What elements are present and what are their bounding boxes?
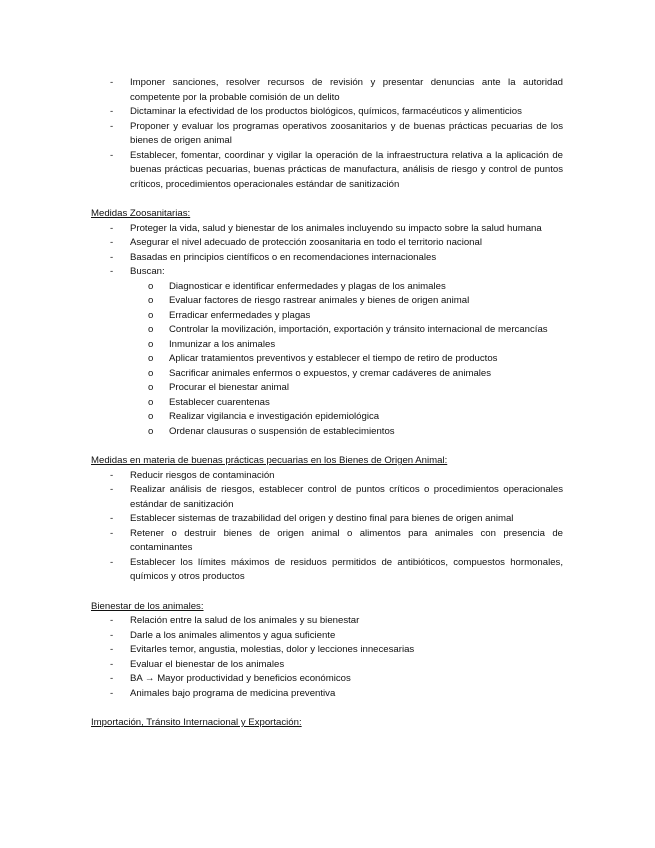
circle-bullet: o: [148, 382, 154, 393]
list-item: - Establecer los límites máximos de residuos permitidos de antibióticos, compuestos hormonales, químicos y otros productos: [110, 556, 563, 582]
buenas-practicas-list: [0, 469, 655, 585]
dash-bullet: -: [110, 513, 114, 524]
list-item: - Establecer, fomentar, coordinar y vigilar la operación de la infraestructura relativa a la aplicación de buenas prácticas pecuarias, buenas prácticas de manufactura, análisis de riesgo y control de puntos críticos, procedimientos operacionales estándar de sanitización: [110, 149, 563, 190]
circle-bullet: o: [148, 411, 154, 422]
list-item: - Reducir riesgos de contaminación: [0, 469, 655, 484]
list-item: - Animales bajo programa de medicina preventiva: [0, 687, 655, 702]
sublist-item: o Controlar la movilización, importación, exportación y tránsito internacional de mercancías: [0, 323, 655, 338]
dash-bullet: -: [110, 556, 114, 568]
heading-buenas-practicas: Medidas en materia de buenas prácticas pecuarias en los Bienes de Origen Animal:: [91, 455, 448, 466]
dash-bullet: -: [110, 120, 114, 132]
circle-bullet: o: [148, 396, 154, 408]
sublist-item: o Erradicar enfermedades y plagas: [0, 309, 655, 324]
dash-bullet: -: [110, 527, 114, 539]
dash-bullet: -: [110, 615, 114, 626]
document-body: [0, 76, 655, 731]
list-item: - Relación entre la salud de los animales y su bienestar: [0, 614, 655, 629]
dash-bullet: -: [110, 266, 114, 277]
list-item: - BA → Mayor productividad y beneficios económicos: [0, 672, 655, 687]
heading-importacion: Importación, Tránsito Internacional y Exportación:: [91, 717, 302, 728]
heading-zoosanitarias: Medidas Zoosanitarias:: [91, 208, 191, 219]
dash-bullet: -: [110, 149, 114, 161]
sublist-item: o Sacrificar animales enfermos o expuestos, y cremar cadáveres de animales: [0, 367, 655, 382]
list-item: - Retener o destruir bienes de origen animal o alimentos para animales con presencia de contaminantes: [110, 527, 563, 553]
list-item: - Evaluar el bienestar de los animales: [0, 658, 655, 673]
circle-bullet: o: [148, 309, 154, 321]
circle-bullet: o: [148, 367, 154, 379]
circle-bullet: o: [148, 280, 154, 292]
dash-bullet: -: [110, 237, 114, 248]
circle-bullet: o: [148, 338, 154, 350]
circle-bullet: o: [148, 295, 154, 306]
list-item: - Proteger la vida, salud y bienestar de los animales incluyendo su impacto sobre la salud humana: [0, 222, 655, 237]
sublist-item: o Procurar el bienestar animal: [0, 381, 655, 396]
buscan-sublist: [0, 280, 655, 440]
zoosanitarias-list: [0, 222, 655, 440]
sublist-item: o Establecer cuarentenas: [0, 396, 655, 411]
dash-bullet: -: [110, 106, 114, 117]
circle-bullet: o: [148, 353, 154, 364]
dash-bullet: -: [110, 673, 114, 684]
list-item: - Basadas en principios científicos o en recomendaciones internacionales: [0, 251, 655, 266]
dash-bullet: -: [110, 251, 114, 263]
sublist-item: o Evaluar factores de riesgo rastrear animales y bienes de origen animal: [0, 294, 655, 309]
dash-bullet: -: [110, 658, 114, 670]
list-item: - Imponer sanciones, resolver recursos de revisión y presentar denuncias ante la autoridad competente por la probable comisión de un delito: [110, 77, 563, 103]
circle-bullet: o: [148, 425, 154, 437]
bienestar-list: [0, 614, 655, 701]
list-item: - Realizar análisis de riesgos, establecer control de puntos críticos o procedimientos operacionales estándar de sanitización: [110, 484, 563, 510]
sublist-item: o Aplicar tratamientos preventivos y establecer el tiempo de retiro de productos: [0, 352, 655, 367]
list-item: - Darle a los animales alimentos y agua suficiente: [0, 629, 655, 644]
circle-bullet: o: [148, 324, 154, 335]
sublist-item: o Ordenar clausuras o suspensión de establecimientos: [0, 425, 655, 440]
dash-bullet: -: [110, 687, 114, 699]
dash-bullet: -: [110, 222, 114, 234]
dash-bullet: -: [110, 77, 114, 88]
list-item: - Dictaminar la efectividad de los productos biológicos, químicos, farmacéuticos y alimenticios: [0, 105, 655, 120]
dash-bullet: -: [110, 484, 114, 495]
dash-bullet: -: [110, 644, 114, 655]
list-item: - Proponer y evaluar los programas operativos zoosanitarios y de buenas prácticas pecuarias de los bienes de origen animal: [110, 120, 563, 146]
dash-bullet: -: [110, 629, 114, 641]
list-item: - Establecer sistemas de trazabilidad del origen y destino final para bienes de origen animal: [0, 512, 655, 527]
list-item: - Evitarles temor, angustia, molestias, dolor y lecciones innecesarias: [0, 643, 655, 658]
sublist-item: o Inmunizar a los animales: [0, 338, 655, 353]
sublist-item: o Realizar vigilancia e investigación epidemiológica: [0, 410, 655, 425]
list-item: - Asegurar el nivel adecuado de protección zoosanitaria en todo el territorio nacional: [0, 236, 655, 251]
list-item: - Buscan: o Diagnosticar e identificar enfermedades y plagas de los animales o Evaluar factores de riesgo rastrear animales y bienes de origen animal o Erradicar enfermedades y plagas o Controlar la movilización, importación, exportación y tránsito internacional de mercancías o Inmunizar a los animales o Aplicar tratamientos preventivos y establecer el tiempo de retiro de productos o Sacrificar animales enfermos o expuestos, y cremar cadáveres de animales o Procurar el bienestar animal o Establecer cuarentenas o Realizar vigilancia e investigación epidemiológica o Ordenar clausuras o suspensión de establecimientos: [0, 265, 655, 439]
dash-bullet: -: [110, 469, 114, 481]
intro-list: [0, 76, 655, 192]
sublist-item: o Diagnosticar e identificar enfermedades y plagas de los animales: [0, 280, 655, 295]
heading-bienestar: Bienestar de los animales:: [91, 600, 204, 612]
